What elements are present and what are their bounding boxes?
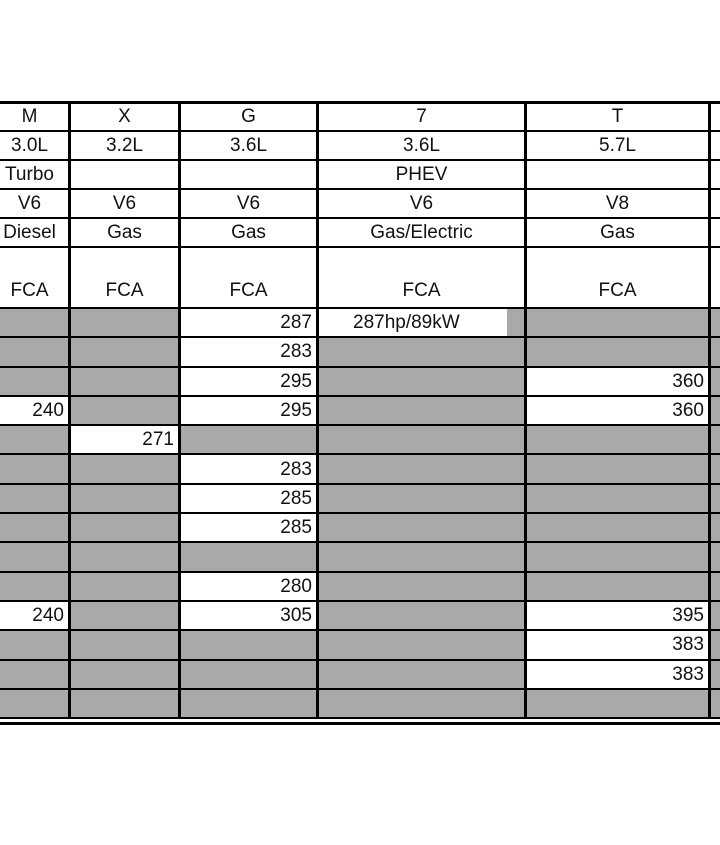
table-row: [0, 308, 720, 337]
header-cell-engine-code: X: [70, 102, 180, 131]
table-row: [0, 630, 720, 659]
table-row: [0, 396, 720, 425]
table-row: [0, 484, 720, 513]
header-cell-manufacturer: FCA: [318, 247, 526, 308]
table-cell: [710, 689, 720, 718]
table-cell: 383: [526, 630, 710, 659]
header-cell-displacement: [710, 131, 720, 160]
table-cell: 283: [180, 337, 318, 366]
table-cell: 360: [526, 367, 710, 396]
table-cell: [526, 308, 710, 337]
table-cell: [70, 484, 180, 513]
header-cell-engine-code: G: [180, 102, 318, 131]
table-row: [0, 454, 720, 483]
table-row: [0, 601, 720, 630]
header-cell-cylinders: V6: [70, 189, 180, 218]
table-cell: [710, 425, 720, 454]
table-cell: [180, 689, 318, 718]
header-cell-fuel-type: Gas: [70, 218, 180, 247]
header-cell-displacement: 3.6L: [318, 131, 526, 160]
header-cell-manufacturer: FCA: [526, 247, 710, 308]
table-cell: [710, 308, 720, 337]
table-cell: 295: [180, 396, 318, 425]
table-cell: [318, 542, 526, 571]
header-cell-cylinders: V6: [0, 189, 70, 218]
header-cell-aspiration: [710, 160, 720, 189]
table-cell: [70, 689, 180, 718]
table-cell: [70, 601, 180, 630]
table-row: [0, 689, 720, 718]
table-cell: [70, 572, 180, 601]
header-row-engine-code: [0, 102, 720, 131]
table-row: [0, 572, 720, 601]
table-cell: [0, 484, 70, 513]
table-cell: [318, 660, 526, 689]
table-cell: [710, 484, 720, 513]
table-cell: [318, 689, 526, 718]
header-cell-displacement: 3.6L: [180, 131, 318, 160]
table-row: [0, 425, 720, 454]
table-row: [0, 337, 720, 366]
table-cell: [180, 630, 318, 659]
table-cell: [0, 542, 70, 571]
header-cell-displacement: 5.7L: [526, 131, 710, 160]
header-cell-cylinders: V6: [318, 189, 526, 218]
table-cell: [526, 484, 710, 513]
table-cell: 295: [180, 367, 318, 396]
header-cell-engine-code: M: [0, 102, 70, 131]
header-cell-aspiration: PHEV: [318, 160, 526, 189]
table-cell: [0, 308, 70, 337]
header-cell-fuel-type: Gas: [526, 218, 710, 247]
table-cell: [70, 367, 180, 396]
header-cell-fuel-type: Gas/Electric: [318, 218, 526, 247]
table-cell: 283: [180, 454, 318, 483]
table-cell: [318, 630, 526, 659]
table-cell: [318, 337, 526, 366]
table-cell: [0, 337, 70, 366]
header-cell-aspiration: [526, 160, 710, 189]
table-cell: 240: [0, 396, 70, 425]
table-cell: [318, 454, 526, 483]
table-cell: [710, 367, 720, 396]
table-cell: [710, 542, 720, 571]
table-cell: [710, 660, 720, 689]
table-cell: [526, 689, 710, 718]
header-cell-manufacturer: FCA: [0, 247, 70, 308]
engine-spec-table: [0, 101, 720, 719]
table-cell: [0, 454, 70, 483]
table-cell: 240: [0, 601, 70, 630]
table-cell: 305: [180, 601, 318, 630]
header-cell-displacement: 3.2L: [70, 131, 180, 160]
table-cell: [710, 454, 720, 483]
header-cell-aspiration: Turbo: [0, 160, 70, 189]
table-cell: [70, 396, 180, 425]
header-row-fuel-type: [0, 218, 720, 247]
header-cell-fuel-type: [710, 218, 720, 247]
table-cell: [526, 513, 710, 542]
table-cell: [526, 572, 710, 601]
table-row: [0, 660, 720, 689]
table-cell: [318, 367, 526, 396]
header-cell-cylinders: V6: [180, 189, 318, 218]
table-cell: [70, 660, 180, 689]
header-row-aspiration: [0, 160, 720, 189]
table-cell: [0, 425, 70, 454]
table-cell: [70, 454, 180, 483]
table-row: [0, 542, 720, 571]
table-cell: [0, 630, 70, 659]
table-row: [0, 367, 720, 396]
table-cell: [180, 542, 318, 571]
header-cell-aspiration: [70, 160, 180, 189]
table-cell: 395: [526, 601, 710, 630]
table-cell: [710, 513, 720, 542]
header-cell-engine-code: T: [526, 102, 710, 131]
table-cell: [0, 689, 70, 718]
table-cell: [318, 308, 526, 337]
header-cell-fuel-type: Diesel: [0, 218, 70, 247]
engine-spec-table-frame: [0, 101, 720, 725]
table-cell: [70, 513, 180, 542]
header-row-displacement: [0, 131, 720, 160]
header-cell-fuel-type: Gas: [180, 218, 318, 247]
table-row: [0, 513, 720, 542]
table-cell: [318, 396, 526, 425]
header-cell-cylinders: [710, 189, 720, 218]
table-cell: 285: [180, 484, 318, 513]
table-cell: [318, 601, 526, 630]
table-cell: 271: [70, 425, 180, 454]
cell-text: 287hp/89kW: [319, 309, 507, 336]
header-cell-manufacturer: FCA: [180, 247, 318, 308]
table-cell: [710, 396, 720, 425]
table-cell: [70, 630, 180, 659]
table-cell: 360: [526, 396, 710, 425]
header-cell-manufacturer: FCA: [70, 247, 180, 308]
header-cell-engine-code: 7: [318, 102, 526, 131]
table-cell: [70, 308, 180, 337]
table-cell: [0, 660, 70, 689]
header-cell-displacement: 3.0L: [0, 131, 70, 160]
table-cell: [710, 337, 720, 366]
table-cell: 280: [180, 572, 318, 601]
header-row-cylinders: [0, 189, 720, 218]
header-cell-engine-code: [710, 102, 720, 131]
table-cell: [526, 337, 710, 366]
table-cell: [318, 572, 526, 601]
table-cell: [526, 425, 710, 454]
table-cell: [180, 425, 318, 454]
table-cell: [70, 542, 180, 571]
table-cell: [180, 660, 318, 689]
table-cell: [710, 601, 720, 630]
table-cell: [318, 513, 526, 542]
table-cell: 383: [526, 660, 710, 689]
header-cell-aspiration: [180, 160, 318, 189]
table-cell: [710, 572, 720, 601]
table-cell: [526, 454, 710, 483]
table-cell: [318, 425, 526, 454]
table-cell: 285: [180, 513, 318, 542]
table-cell: [0, 513, 70, 542]
header-cell-cylinders: V8: [526, 189, 710, 218]
table-cell: [318, 484, 526, 513]
table-cell: [710, 630, 720, 659]
table-cell: [70, 337, 180, 366]
header-cell-manufacturer: [710, 247, 720, 308]
table-cell: [0, 572, 70, 601]
table-cell: 287: [180, 308, 318, 337]
header-row-manufacturer: [0, 247, 720, 308]
table-cell: [526, 542, 710, 571]
table-cell: [0, 367, 70, 396]
